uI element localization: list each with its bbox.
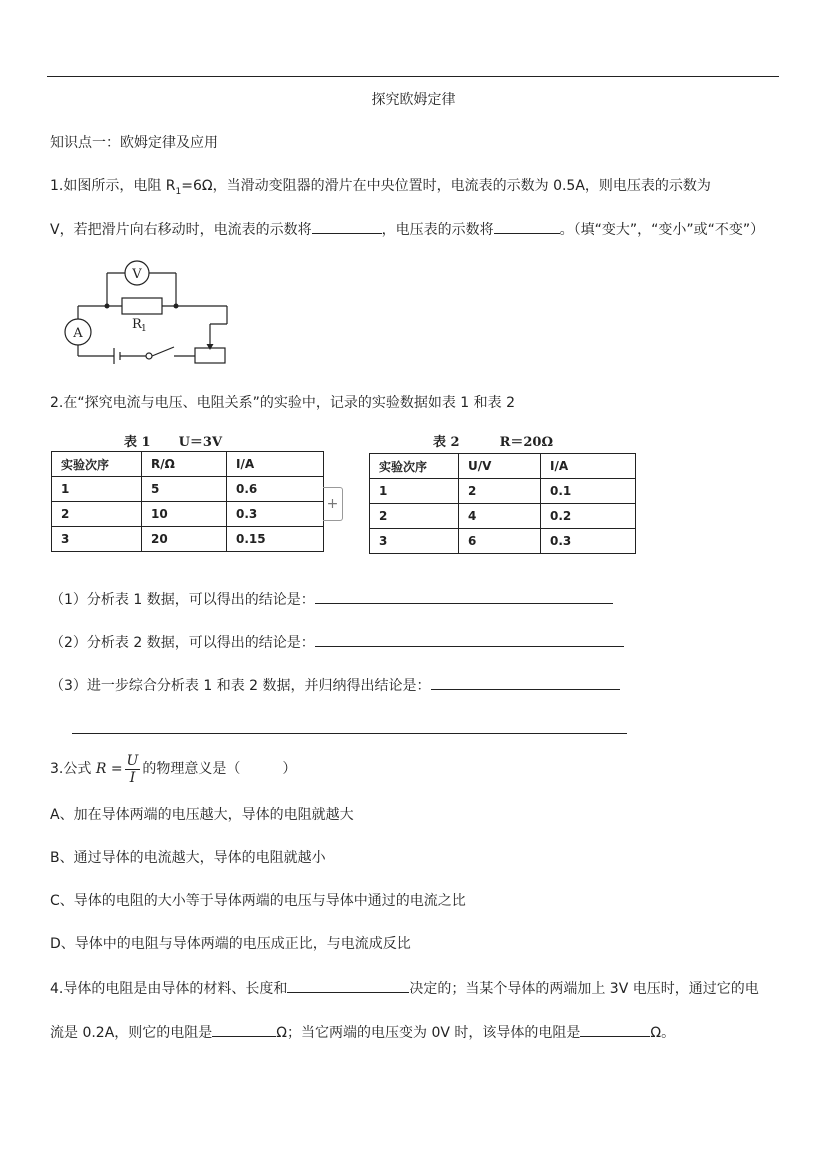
q2-part-3-blank[interactable] (431, 675, 620, 690)
table-cell: 0.1 (541, 479, 636, 504)
q4-blank-factor[interactable] (287, 978, 409, 993)
q2-part-2-text: （2）分析表 2 数据，可以得出的结论是： (50, 635, 315, 651)
q4-text-c: 流是 0.2A，则它的电阻是 (50, 1025, 213, 1041)
table-cell: 实验次序 (370, 454, 459, 479)
q3-stem (50, 752, 296, 786)
table-row (52, 452, 324, 477)
rheostat-symbol (195, 348, 225, 363)
table-cell: 20 (142, 527, 227, 552)
q1-text-b: =6Ω，当滑动变阻器的滑片在中央位置时，电流表的示数为 0.5A，则电压表的示数为 (181, 178, 711, 194)
header-rule (47, 76, 779, 77)
q1-blank-voltage[interactable] (494, 219, 560, 234)
table-cell: 0.3 (227, 502, 324, 527)
q3-option-b[interactable]: B、通过导体的电流越大，导体的电阻就越小 (50, 850, 326, 866)
formula-equals: = (110, 761, 123, 777)
table-row (52, 527, 324, 552)
table-cell: 3 (370, 529, 459, 554)
q2-part-2 (50, 632, 624, 653)
table-row (370, 479, 636, 504)
q3-tail: 的物理意义是（ ） (142, 761, 297, 777)
table-cell: 0.3 (541, 529, 636, 554)
table-cell: 实验次序 (52, 452, 142, 477)
q3-option-c[interactable]: C、导体的电阻的大小等于导体两端的电压与导体中通过的电流之比 (50, 893, 466, 909)
table-row (52, 502, 324, 527)
q4-text-a: 4.导体的电阻是由导体的材料、长度和 (50, 981, 288, 997)
formula-variable: R (95, 761, 107, 777)
resistor-sub-label: 1 (141, 324, 147, 334)
table-cell: 3 (52, 527, 142, 552)
q2-part-1-text: （1）分析表 1 数据，可以得出的结论是： (50, 592, 315, 608)
table-cell: 1 (52, 477, 142, 502)
fraction-numerator: U (126, 752, 139, 769)
q1-text-e: 。（填“变大”，“变小”或“不变”） (559, 222, 765, 238)
table2-caption-label: 表 2 (433, 435, 460, 450)
table-row (370, 504, 636, 529)
q4-blank-resistance[interactable] (212, 1022, 276, 1037)
q2-part-1-blank[interactable] (315, 589, 613, 604)
table-cell: 0.2 (541, 504, 636, 529)
table-cell: 2 (459, 479, 541, 504)
table-cell: I/A (227, 452, 324, 477)
q1-subscript: 1 (175, 186, 182, 197)
q1-line-1 (50, 176, 711, 202)
q4-line-2 (50, 1022, 675, 1043)
table-cell: U/V (459, 454, 541, 479)
q1-line-2 (50, 219, 764, 240)
table-cell: 0.15 (227, 527, 324, 552)
table-row (370, 454, 636, 479)
table2-caption-condition: R＝20Ω (499, 435, 554, 450)
switch-symbol (146, 353, 152, 359)
table-cell: R/Ω (142, 452, 227, 477)
fraction-denominator: I (129, 769, 136, 786)
table-cell: 2 (370, 504, 459, 529)
q2-part-3 (50, 675, 620, 696)
table-cell: 4 (459, 504, 541, 529)
q3-option-a[interactable]: A、加在导体两端的电压越大，导体的电阻就越大 (50, 807, 354, 823)
section-heading: 知识点一：欧姆定律及应用 (50, 135, 218, 151)
table1-caption (124, 431, 222, 450)
table-1 (51, 451, 324, 552)
q4-text-e: Ω。 (650, 1025, 676, 1041)
table2-caption (433, 431, 553, 450)
table-cell: 6 (459, 529, 541, 554)
q1-text-a: 1.如图所示，电阻 R (50, 178, 176, 194)
q2-part-3-continuation-blank[interactable] (72, 733, 627, 734)
circuit-diagram (60, 258, 235, 370)
resistor-label: R (132, 317, 142, 332)
table-cell: I/A (541, 454, 636, 479)
voltmeter-label: V (132, 267, 142, 282)
page-title: 探究欧姆定律 (371, 92, 456, 108)
q4-blank-resistance-0v[interactable] (580, 1022, 650, 1037)
q2-part-2-blank[interactable] (315, 632, 624, 647)
q2-intro: 2.在“探究电流与电压、电阻关系”的实验中，记录的实验数据如表 1 和表 2 (50, 395, 516, 411)
table-row (52, 477, 324, 502)
formula-fraction (125, 753, 141, 786)
q4-line-1 (50, 978, 759, 999)
table-cell: 5 (142, 477, 227, 502)
table-2 (369, 453, 636, 554)
q4-text-b: 决定的；当某个导体的两端加上 3V 电压时，通过它的电 (409, 981, 759, 997)
resistor-r1-symbol (122, 298, 162, 314)
table-cell: 1 (370, 479, 459, 504)
table-cell: 0.6 (227, 477, 324, 502)
table-add-handle[interactable]: + (323, 487, 343, 521)
q1-text-d: ，电压表的示数将 (381, 222, 494, 238)
table-cell: 10 (142, 502, 227, 527)
q1-text-c: V，若把滑片向右移动时，电流表的示数将 (50, 222, 312, 238)
table-row (370, 529, 636, 554)
table1-caption-label: 表 1 (124, 435, 151, 450)
q2-part-1 (50, 589, 613, 610)
table-cell: 2 (52, 502, 142, 527)
q4-text-d: Ω；当它两端的电压变为 0V 时，该导体的电阻是 (276, 1025, 581, 1041)
ammeter-label: A (73, 326, 83, 341)
q3-option-d[interactable]: D、导体中的电阻与导体两端的电压成正比，与电流成反比 (50, 936, 411, 952)
q1-blank-current[interactable] (312, 219, 382, 234)
q3-lead: 3.公式 (50, 761, 92, 777)
q2-part-3-text: （3）进一步综合分析表 1 和表 2 数据，并归纳得出结论是： (50, 678, 431, 694)
table1-caption-condition: U＝3V (178, 435, 223, 450)
